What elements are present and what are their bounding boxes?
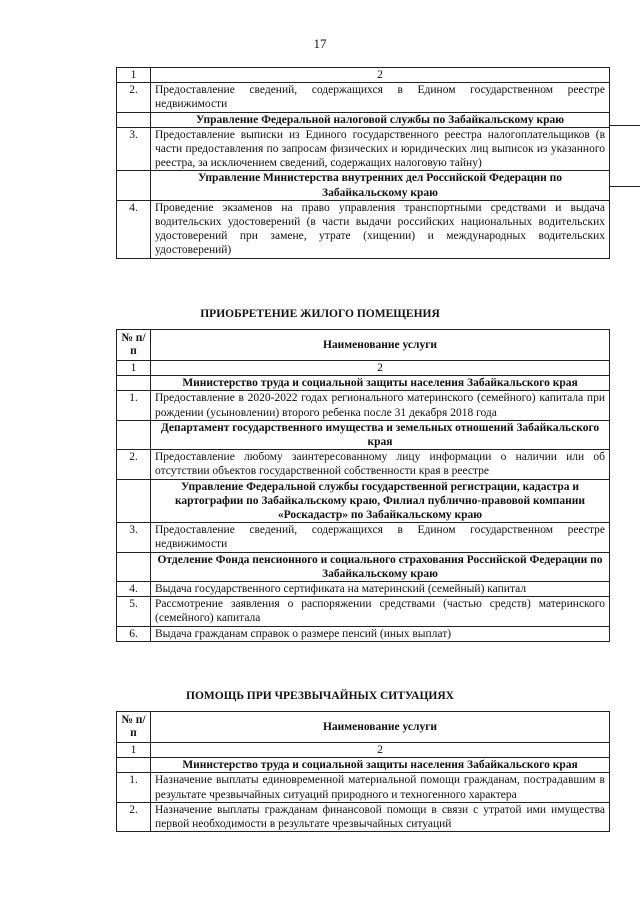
housing-services-table xyxy=(116,329,610,642)
table-border-overhang xyxy=(610,125,640,126)
empty-number-cell xyxy=(117,758,151,773)
service-row xyxy=(117,582,610,597)
service-name: Проведение экзаменов на право управления транспортными средствами и выдача водительских удостоверений (в части выдачи российских национальных водительских удостоверений при замене, утрате (хищении) и международных водительских удостоверений) xyxy=(151,200,610,258)
service-row xyxy=(117,773,610,802)
organization-row xyxy=(117,758,610,773)
service-name: Предоставление в 2020-2022 годах регионального материнского (семейного) капитала при рождении (усыновлении) второго ребенка после 31 декабря 2018 года xyxy=(151,391,610,420)
empty-number-cell xyxy=(117,479,151,523)
row-number: 1. xyxy=(117,391,151,420)
empty-number-cell xyxy=(117,112,151,127)
organization-name: Управление Федеральной службы государственной регистрации, кадастра и картографии по Забайкальскому краю, Филиал публично-правовой компании «Роскадастр» по Забайкальскому краю xyxy=(151,479,610,523)
row-number: 3. xyxy=(117,127,151,171)
service-name: Рассмотрение заявления о распоряжении средствами (частью средств) материнского (семейного) капитала xyxy=(151,597,610,626)
header-name-cell: Наименование услуги xyxy=(151,712,610,743)
empty-number-cell xyxy=(117,376,151,391)
table-border-overhang xyxy=(610,186,640,187)
organization-name: Министерство труда и социальной защиты населения Забайкальского края xyxy=(151,376,610,391)
organization-row xyxy=(117,420,610,449)
column-index: 2 xyxy=(151,743,610,758)
header-number-cell: № п/п xyxy=(117,330,151,361)
organization-row xyxy=(117,112,610,127)
row-number: 6. xyxy=(117,626,151,641)
organization-name: Отделение Фонда пенсионного и социального страхования Российской Федерации по Забайкальскому краю xyxy=(151,552,610,581)
row-number: 1 xyxy=(117,743,151,758)
service-row xyxy=(117,802,610,831)
row-number: 2. xyxy=(117,802,151,831)
empty-number-cell xyxy=(117,552,151,581)
service-row xyxy=(117,626,610,641)
column-index-row xyxy=(117,743,610,758)
row-number: 2. xyxy=(117,83,151,112)
column-index: 2 xyxy=(151,68,610,83)
row-number: 5. xyxy=(117,597,151,626)
service-row xyxy=(117,523,610,552)
header-name-cell: Наименование услуги xyxy=(151,330,610,361)
column-index: 2 xyxy=(151,361,610,376)
section-title-emergency: ПОМОЩЬ ПРИ ЧРЕЗВЫЧАЙНЫХ СИТУАЦИЯХ xyxy=(186,690,454,702)
section-title-housing: ПРИОБРЕТЕНИЕ ЖИЛОГО ПОМЕЩЕНИЯ xyxy=(200,308,440,320)
service-row xyxy=(117,450,610,479)
organization-row xyxy=(117,171,610,200)
organization-name: Департамент государственного имущества и земельных отношений Забайкальского края xyxy=(151,420,610,449)
organization-row xyxy=(117,479,610,523)
service-row xyxy=(117,391,610,420)
services-table-continued xyxy=(116,67,610,259)
organization-name: Управление Министерства внутренних дел Российской Федерации по Забайкальскому краю xyxy=(151,171,610,200)
page-number: 17 xyxy=(313,36,327,51)
row-number: 1 xyxy=(117,68,151,83)
service-name: Назначение выплаты единовременной материальной помощи гражданам, пострадавшим в результате чрезвычайных ситуаций природного и техногенного характера xyxy=(151,773,610,802)
empty-number-cell xyxy=(117,171,151,200)
header-number-cell: № п/п xyxy=(117,712,151,743)
row-number: 4. xyxy=(117,582,151,597)
service-name: Назначение выплаты гражданам финансовой помощи в связи с утратой ими имущества первой необходимости в результате чрезвычайных ситуаций xyxy=(151,802,610,831)
service-name: Предоставление сведений, содержащихся в Едином государственном реестре недвижимости xyxy=(151,523,610,552)
row-number: 2. xyxy=(117,450,151,479)
emergency-services-table xyxy=(116,711,610,832)
service-row xyxy=(117,127,610,171)
organization-name: Управление Федеральной налоговой службы по Забайкальскому краю xyxy=(151,112,610,127)
service-name: Предоставление любому заинтересованному лицу информации о наличии или об отсутствии объектов государственной собственности края в реестре xyxy=(151,450,610,479)
service-name: Выдача гражданам справок о размере пенсий (иных выплат) xyxy=(151,626,610,641)
service-name: Предоставление выписки из Единого государственного реестра налогоплательщиков (в части предоставления по запросам физических и юридических лиц выписок из указанного реестра, за исключением сведений, содержащих налоговую тайну) xyxy=(151,127,610,171)
service-name: Выдача государственного сертификата на материнский (семейный) капитал xyxy=(151,582,610,597)
row-number: 1. xyxy=(117,773,151,802)
organization-row xyxy=(117,376,610,391)
organization-name: Министерство труда и социальной защиты населения Забайкальского края xyxy=(151,758,610,773)
organization-row xyxy=(117,552,610,581)
column-index-row xyxy=(117,68,610,83)
table-header-row xyxy=(117,330,610,361)
empty-number-cell xyxy=(117,420,151,449)
service-row xyxy=(117,597,610,626)
service-row xyxy=(117,83,610,112)
service-name: Предоставление сведений, содержащихся в Едином государственном реестре недвижимости xyxy=(151,83,610,112)
service-row xyxy=(117,200,610,258)
row-number: 3. xyxy=(117,523,151,552)
row-number: 4. xyxy=(117,200,151,258)
column-index-row xyxy=(117,361,610,376)
row-number: 1 xyxy=(117,361,151,376)
table-header-row xyxy=(117,712,610,743)
